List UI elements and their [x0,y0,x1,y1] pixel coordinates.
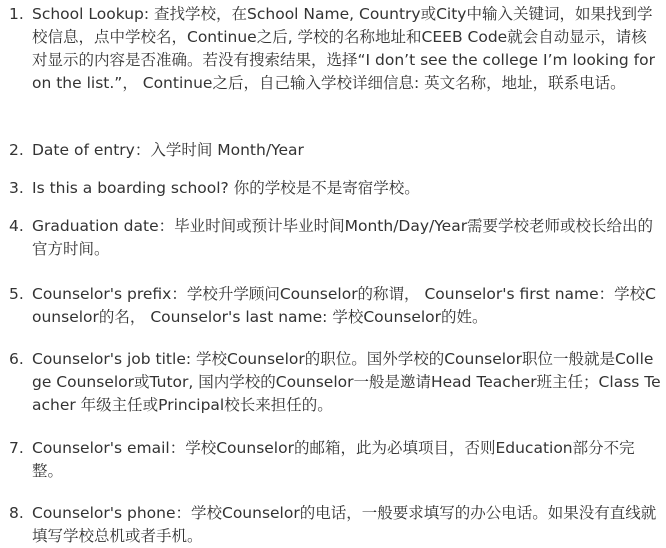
item-number: 6. [9,350,24,368]
item-number: 5. [9,285,24,303]
item-text: Counselor's prefix：学校升学顾问Counselor的称谓， Counselor's first name：学校Counselor的名， Counselor's last name: 学校Counselor的姓。 [32,285,656,326]
item-number: 1. [9,5,24,23]
item-number: 3. [9,179,24,197]
item-text: Counselor's job title: 学校Counselor的职位。国外学校的Counselor职位一般就是College Counselor或Tutor, 国内学校的Counselor一般是邀请Head Teacher班主任；Class Teacher 年级主任或Principal校长来担任的。 [32,350,661,414]
item-number: 8. [9,504,24,522]
item-text: Date of entry：入学时间 Month/Year [32,141,304,159]
item-text: Counselor's email：学校Counselor的邮箱，此为必填项目，否则Education部分不完整。 [32,439,635,480]
item-number: 7. [9,439,24,457]
item-text: School Lookup: 查找学校，在School Name, Country或City中输入关键词，如果找到学校信息，点中学校名，Continue之后, 学校的名称地址和CEEB Code就会自动显示，请核对显示的内容是否准确。若没有搜索结果，选择“I don’t see the college I’m looking for on the list.”， Continue之后，自己输入学校详细信息: 英文名称，地址，联系电话。 [32,5,655,92]
item-number: 4. [9,217,24,235]
item-text: Is this a boarding school? 你的学校是不是寄宿学校。 [32,179,420,197]
item-number: 2. [9,141,24,159]
item-text: Graduation date：毕业时间或预计毕业时间Month/Day/Year需要学校老师或校长给出的官方时间。 [32,217,654,258]
item-text: Counselor's phone：学校Counselor的电话，一般要求填写的办公电话。如果没有直线就填写学校总机或者手机。 [32,504,657,545]
